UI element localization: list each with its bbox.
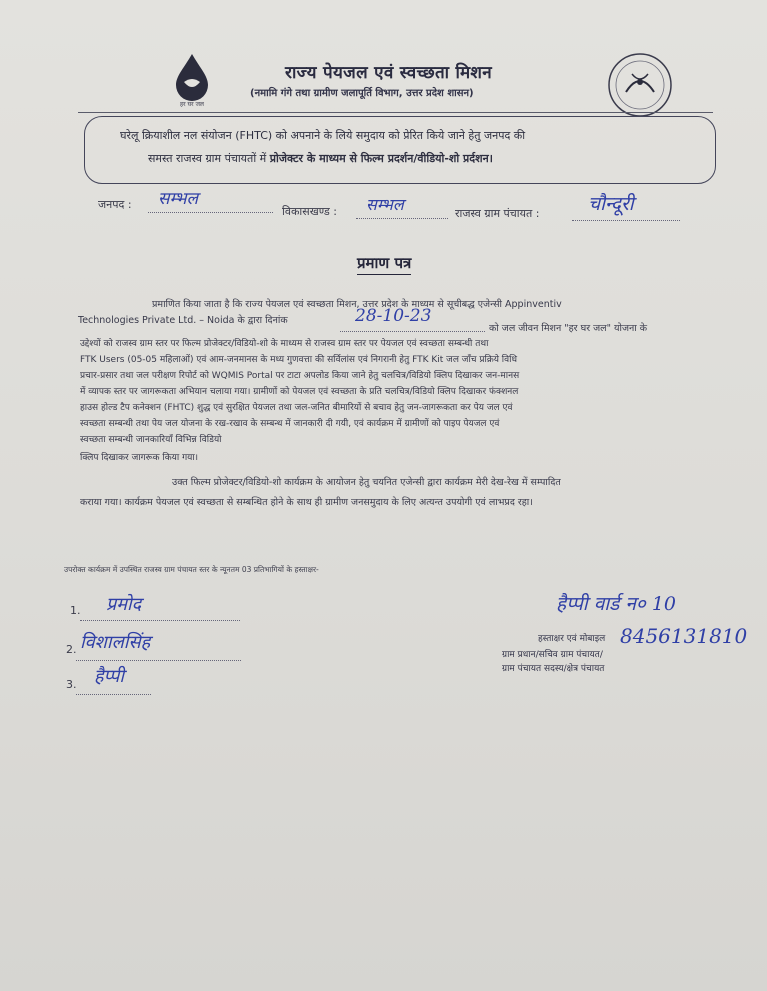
org-title: राज्य पेयजल एवं स्वच्छता मिशन (285, 63, 493, 83)
body-line-8: स्वच्छता सम्बन्धी तथा पेय जल योजना के रख-रखाव के सम्बन्ध में जानकारी दी गयी, एवं कार्यक्रम में ग्रामीणों को पाइप पेयजल एवं (80, 419, 500, 429)
participant-3-signature: हैप्पी (94, 666, 124, 687)
date-value: 28-10-23 (355, 306, 432, 326)
body-line-6: में व्यापक स्तर पर जागरूकता अभियान चलाया गया। ग्रामीणों को पेयजल एवं स्वच्छता के प्रति चलचित्र/विडियो क्लिप दिखाकर फंक्शनल (80, 387, 519, 397)
logo-caption: हर घर जल (180, 101, 204, 108)
org-subtitle: (नमामि गंगे तथा ग्रामीण जलापूर्ति विभाग, उत्तर प्रदेश शासन) (250, 88, 474, 99)
participant-1-index: 1. (70, 604, 81, 617)
body-line-12: कराया गया। कार्यक्रम पेयजल एवं स्वच्छता से सम्बन्धित होने के साथ ही ग्रामीण जनसमुदाय के लिए अत्यन्त उपयोगी एवं लाभप्रद रहा। (80, 497, 533, 508)
banner-box (84, 116, 716, 184)
participant-1-signature: प्रमोद (106, 594, 142, 615)
block-value: सम्भल (366, 195, 404, 214)
banner-line-2-normal: समस्त राजस्व ग्राम पंचायतों में (148, 152, 270, 165)
certificate-title: प्रमाण पत्र (357, 253, 411, 275)
panchayat-label: राजस्व ग्राम पंचायत : (455, 207, 540, 220)
body-line-5: प्रचार-प्रसार तथा जल परीक्षण रिपोर्ट को WQMIS Portal पर टाटा अपलोड किया जाने हेतु चलचित्र/विडियो क्लिप दिखाकर जन-मानस (80, 371, 520, 381)
banner-line-2-bold: प्रोजेक्टर के माध्यम से फिल्म प्रदर्शन/वीडियो-शो प्रर्दशन। (269, 152, 493, 165)
district-label: जनपद : (98, 198, 132, 211)
participant-2-signature: विशालसिंह (80, 632, 151, 653)
banner-line-2 (148, 151, 493, 166)
sign-mobile-label: हस्ताक्षर एवं मोबाइल (538, 634, 606, 644)
header-rule (78, 112, 713, 113)
right-signatory-handwriting: हैप्पी वार्ड न० 10 (556, 593, 677, 615)
body-line-2: Technologies Private Ltd. – Noida के द्वारा दिनांक (78, 315, 288, 326)
role-line-2: ग्राम पंचायत सदस्य/क्षेत्र पंचायत (502, 664, 605, 674)
body-line-9: स्वच्छता सम्बन्धी जानकारियाँ विभिन्न विडियो (80, 435, 222, 445)
body-line-3: उद्देश्यों को राजस्व ग्राम स्तर पर फिल्म प्रोजेक्टर/विडियो-शो के माध्यम से राजस्व ग्राम स्तर पर पेयजल एवं स्वच्छता सम्बन्धी तथा (80, 339, 489, 349)
block-label: विकासखण्ड : (282, 205, 338, 218)
body-line-2b: को जल जीवन मिशन "हर घर जल" योजना के (489, 323, 648, 334)
body-line-10: क्लिप दिखाकर जागरूक किया गया। (80, 453, 199, 463)
role-line-1: ग्राम प्रधान/सचिव ग्राम पंचायत/ (502, 650, 603, 660)
participant-1-line (80, 608, 240, 621)
district-value: सम्भल (158, 189, 199, 209)
panchayat-value: चौन्दूरी (588, 193, 634, 215)
participant-2-index: 2. (66, 643, 77, 656)
body-line-7: हाउस होल्ड टैप कनेक्शन (FHTC) शुद्ध एवं सुरक्षित पेयजल तथा जल-जनित बीमारियों से बचाव हेतु जन-जागरूकता कर पेय जल एवं (80, 403, 513, 413)
banner-line-1: घरेलू क्रियाशील नल संयोजन (FHTC) को अपनाने के लिये समुदाय को प्रेरित किये जाने हेतु जनपद की (120, 129, 526, 142)
body-line-1: प्रमाणित किया जाता है कि राज्य पेयजल एवं स्वच्छता मिशन, उत्तर प्रदेश के माध्यम से सूचीबद्ध एजेन्सी Appinventiv (152, 299, 562, 310)
body-line-4: FTK Users (05-05 महिलाओं) एवं आम-जनमानस के मध्य गुणवत्ता की सर्विलांस एवं निगरानी हेतु FTK Kit जल जाँच प्रक्रिये विधि (80, 355, 518, 365)
participant-3-index: 3. (66, 678, 77, 691)
body-line-11: उक्त फिल्म प्रोजेक्टर/विडियो-शो कार्यक्रम के आयोजन हेतु चयनित एजेन्सी द्वारा कार्यक्रम मेरी देख-रेख में सम्पादित (172, 477, 561, 488)
mobile-value: 8456131810 (620, 624, 748, 648)
participants-note: उपरोक्त कार्यक्रम में उपस्थित राजस्व ग्राम पंचायत स्तर के न्यूनतम 03 प्रतिभागियों के हस्ताक्षर- (64, 565, 319, 574)
up-government-emblem-icon (606, 52, 674, 118)
jal-jeevan-logo-icon (162, 52, 222, 108)
